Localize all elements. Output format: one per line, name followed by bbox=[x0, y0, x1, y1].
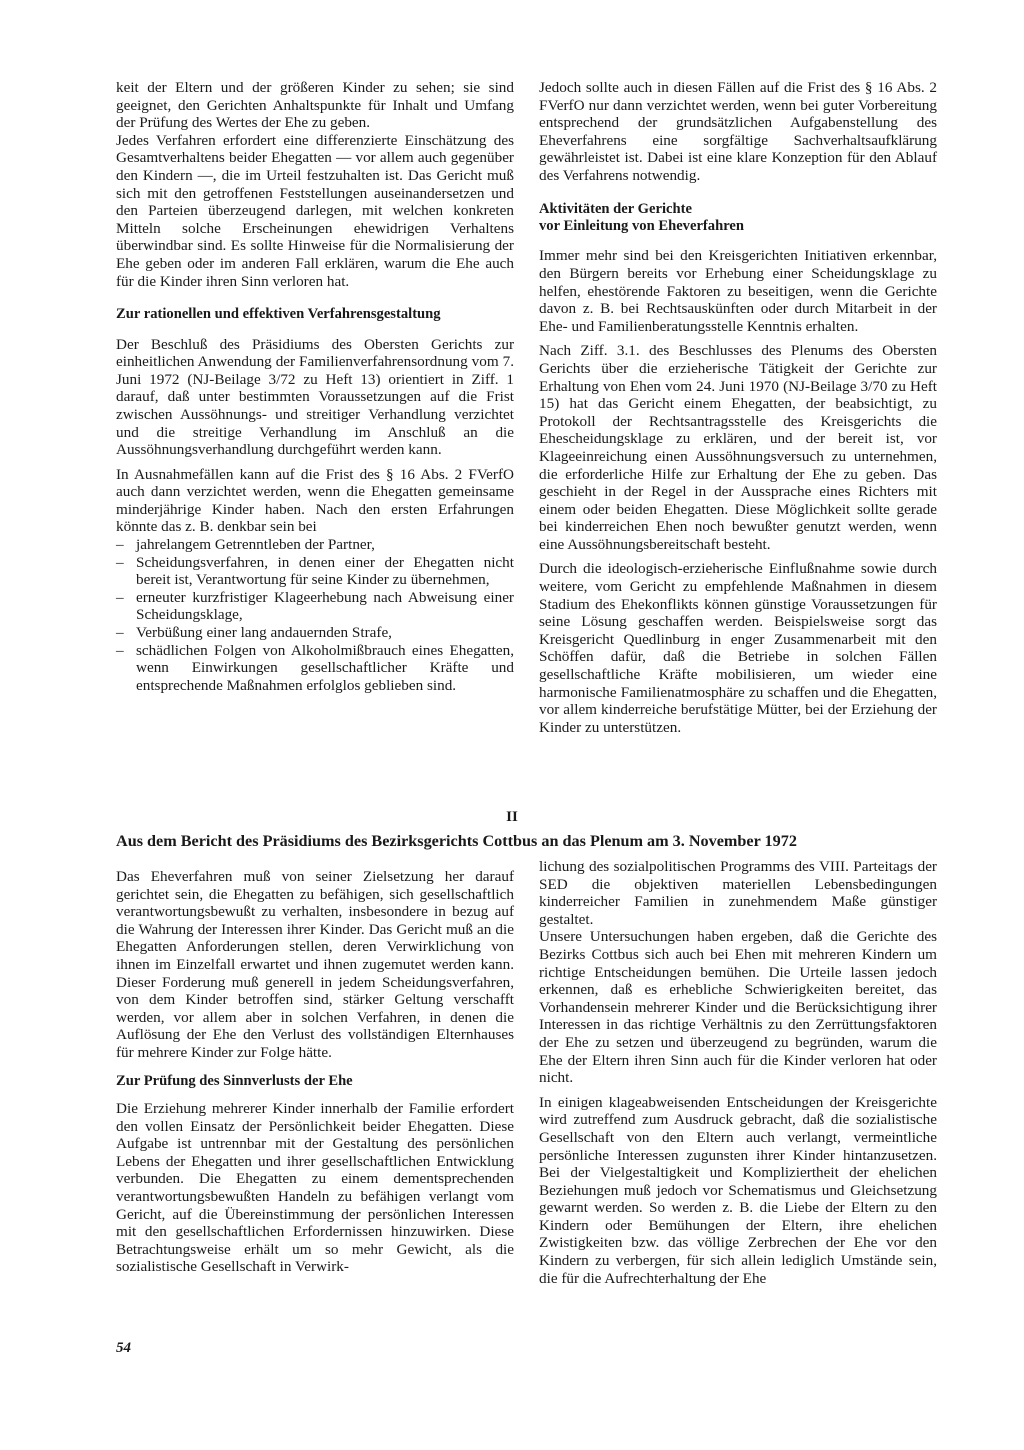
list-item: – schädlichen Folgen von Alkoholmißbrauch eines Ehegatten, wenn Einwirkungen gesellschaftlicher Kräfte und entsprechende Maßnahmen erfolglos geblieben sind. bbox=[116, 642, 514, 695]
right-column-bottom bbox=[539, 858, 937, 1287]
section-heading: Zur rationellen und effektiven Verfahrensgestaltung bbox=[116, 306, 441, 323]
paragraph: Nach Ziff. 3.1. des Beschlusses des Plenums des Obersten Gerichts über die erzieherische Tätigkeit der Gerichte zur Erhaltung von Ehen vom 24. Juni 1970 (NJ-Beilage 3/70 zu Heft 15) hat das Gericht einem Ehegatten, der beabsichtigt, zu Protokoll der Rechtsantragsstelle des Kreisgerichts die Ehescheidungsklage zu erklären, und der bereit ist, vor Klageeinreichung einen Aussöhnungsversuch zu unternehmen, die erforderliche Hilfe zur Erhaltung der Ehe zu geben. Das geschieht in der Regel in der Aussprache eines Richters mit einem oder beiden Ehegatten. Diese Möglichkeit sollte gerade bei kinderreichen Ehen noch bewußter genutzt werden, wenn eine Aussöhnungsbereitschaft besteht. bbox=[539, 342, 937, 553]
paragraph: Die Erziehung mehrerer Kinder innerhalb der Familie erfordert den vollen Einsatz der Persönlichkeit beider Ehegatten. Diese Aufgabe ist untrennbar mit der Gestaltung des persönlichen Lebens der Ehegatten und ihrer gesellschaftlichen Entwicklung verbunden. Die Ehegatten zu einem dementsprechenden verantwortungsbewußten Handeln zu befähigen verlangt vom Gericht, auf die Übereinstimmung der persönlichen Interessen mit den gesellschaftlichen Erfordernissen hinzuwirken. Diese Betrachtungsweise erhält um so mehr Gewicht, als die sozialistische Gesellschaft in Verwirk- bbox=[116, 1099, 514, 1276]
right-column-top bbox=[539, 79, 937, 736]
section-heading-line: Aktivitäten der Gerichte bbox=[539, 200, 692, 217]
paragraph: Unsere Untersuchungen haben ergeben, daß die Gerichte des Bezirks Cottbus sich auch bei Ehen mit mehreren Kindern um richtige Entscheidungen bemühen. Die Urteile lassen jedoch erkennen, daß es erhebliche Schwierigkeiten bereitet, das Vorhandensein mehrerer Kinder und die Berücksichtigung ihrer Interessen in das richtige Verhältnis zu den Zerrüttungsfaktoren der Ehe zu setzen und überzeugend zu begründen, warum die Ehe der Eltern ihren Sinn auch für die Kinder verloren hat oder nicht. bbox=[539, 928, 937, 1087]
section-title: Aus dem Bericht des Präsidiums des Bezirksgerichts Cottbus an das Plenum am 3. November 1972 bbox=[116, 832, 797, 850]
paragraph: lichung des sozialpolitischen Programms des VIII. Parteitags der SED die objektiven materiellen Lebensbedingungen kinderreicher Familien in zunehmendem Maße günstiger gestaltet. bbox=[539, 858, 937, 928]
left-column-bottom bbox=[116, 868, 514, 1276]
list-item: – erneuter kurzfristiger Klageerhebung nach Abweisung einer Scheidungsklage, bbox=[116, 589, 514, 624]
paragraph: Das Eheverfahren muß von seiner Zielsetzung her darauf gerichtet sein, die Ehegatten zu befähigen, sich gesellschaftlich verantwortungsbewußt zu verhalten, insbesondere in bezug auf die Wahrung der Interessen ihrer Kinder. Das Gericht muß an die Ehegatten Anforderungen stellen, deren Verwirklichung von ihnen im Einzelfall erwartet und ihnen zugemutet werden kann. Dieser Forderung muß generell in jedem Scheidungsverfahren, von dem Kinder betroffen sind, stärker Geltung verschafft werden, vor allem aber in solchen Verfahren, in denen die Auflösung der Ehe den Verlust des vollständigen Elternhauses für mehrere Kinder zur Folge hätte. bbox=[116, 868, 514, 1061]
section-heading bbox=[539, 201, 937, 236]
paragraph: In Ausnahmefällen kann auf die Frist des § 16 Abs. 2 FVerfO auch dann verzichtet werden, wenn die Ehegatten gemeinsame minderjährige Kinder haben. Nach den ersten Erfahrungen könnte das z. B. denkbar sein bei bbox=[116, 465, 514, 536]
page-number: 54 bbox=[116, 1340, 131, 1356]
list-item: – Scheidungsverfahren, in denen einer der Ehegatten nicht bereit ist, Verantwortung für seine Kinder zu übernehmen, bbox=[116, 554, 514, 589]
paragraph: keit der Eltern und der größeren Kinder zu sehen; sie sind geeignet, den Gerichten Anhaltspunkte für Inhalt und Umfang der Prüfung des Wertes der Ehe zu geben. bbox=[116, 79, 514, 132]
paragraph: Jedoch sollte auch in diesen Fällen auf die Frist des § 16 Abs. 2 FVerfO nur dann verzichtet werden, wenn bei guter Vorbereitung entsprechend der grundsätzlichen Aufgabenstellung des Eheverfahrens eine sorgfältige Sachverhaltsaufklärung gewährleistet ist. Dabei ist eine klare Konzeption für den Ablauf des Verfahrens notwendig. bbox=[539, 79, 937, 184]
section-heading-line: vor Einleitung von Eheverfahren bbox=[539, 217, 745, 234]
list-item: – Verbüßung einer lang andauernden Strafe, bbox=[116, 624, 514, 642]
section-heading: Zur Prüfung des Sinnverlusts der Ehe bbox=[116, 1072, 353, 1089]
left-column-top bbox=[116, 79, 514, 694]
paragraph: Durch die ideologisch-erzieherische Einflußnahme sowie durch weitere, vom Gericht zu empfehlende Maßnahmen in diesem Stadium des Ehekonflikts können günstige Voraussetzungen für seine Lösung geschaffen werden. Beispielsweise sorgt das Kreisgericht Quedlinburg in enger Zusammenarbeit mit den Schöffen dafür, daß die Betriebe in solchen Fällen gesellschaftliche Kräfte mobilisieren, um wieder eine harmonische Familienatmosphäre zu schaffen und die Ehegatten, vor allem kinderreiche berufstätige Mütter, bei der Erziehung der Kinder zu unterstützen. bbox=[539, 560, 937, 736]
section-number: II bbox=[506, 809, 518, 825]
criteria-list bbox=[116, 536, 514, 694]
list-item: – jahrelangem Getrenntleben der Partner, bbox=[116, 536, 514, 554]
paragraph: Jedes Verfahren erfordert eine differenzierte Einschätzung des Gesamtverhaltens beider Ehegatten — vor allem auch gegenüber den Kindern —, die im Urteil festzuhalten ist. Das Gericht muß sich mit den getroffenen Feststellungen auseinandersetzen und den Parteien überzeugend darlegen, mit welchen konkreten Mitteln solche Erscheinungen ehewidrigen Verhaltens überwindbar sind. Es sollte Hinweise für die Normalisierung der Ehe geben oder im anderen Fall erklären, warum die Ehe auch für die Kinder ihren Sinn verloren hat. bbox=[116, 131, 514, 290]
paragraph: Immer mehr sind bei den Kreisgerichten Initiativen erkennbar, den Bürgern bereits vor Erhebung einer Scheidungsklage zu helfen, ehestörende Faktoren zu beseitigen, wenn die Gerichte davon z. B. bei Rechtsauskünften oder durch Mitarbeit in der Ehe- und Familienberatungsstelle Kenntnis erhalten. bbox=[539, 247, 937, 335]
paragraph: In einigen klageabweisenden Entscheidungen der Kreisgerichte wird zutreffend zum Ausdruck gebracht, daß die sozialistische Gesellschaft von den Eltern auch verlangt, vermeintliche persönliche Interessen zugunsten ihrer Kinder hintanzusetzen. Bei der Vielgestaltigkeit und Kompliziertheit der ehelichen Beziehungen muß jedoch vor Schematismus und Gleichsetzung gewarnt werden. So werden z. B. die Liebe der Eltern zu den Kindern oder Bemühungen der Eltern, ihre ehelichen Zwistigkeiten bzw. das völlige Zerbrechen der Ehe vor den Kindern zu verbergen, für sich allein lediglich Umstände sein, die für die Aufrechterhaltung der Ehe bbox=[539, 1093, 937, 1287]
paragraph: Der Beschluß des Präsidiums des Obersten Gerichts zur einheitlichen Anwendung der Familienverfahrensordnung vom 7. Juni 1972 (NJ-Beilage 3/72 zu Heft 13) orientiert in Ziff. 1 darauf, daß unter bestimmten Voraussetzungen auf die Frist zwischen Aussöhnungs- und streitiger Verhandlung verzichtet und die streitige Verhandlung im Anschluß an die Aussöhnungsverhandlung durchgeführt werden kann. bbox=[116, 335, 514, 459]
